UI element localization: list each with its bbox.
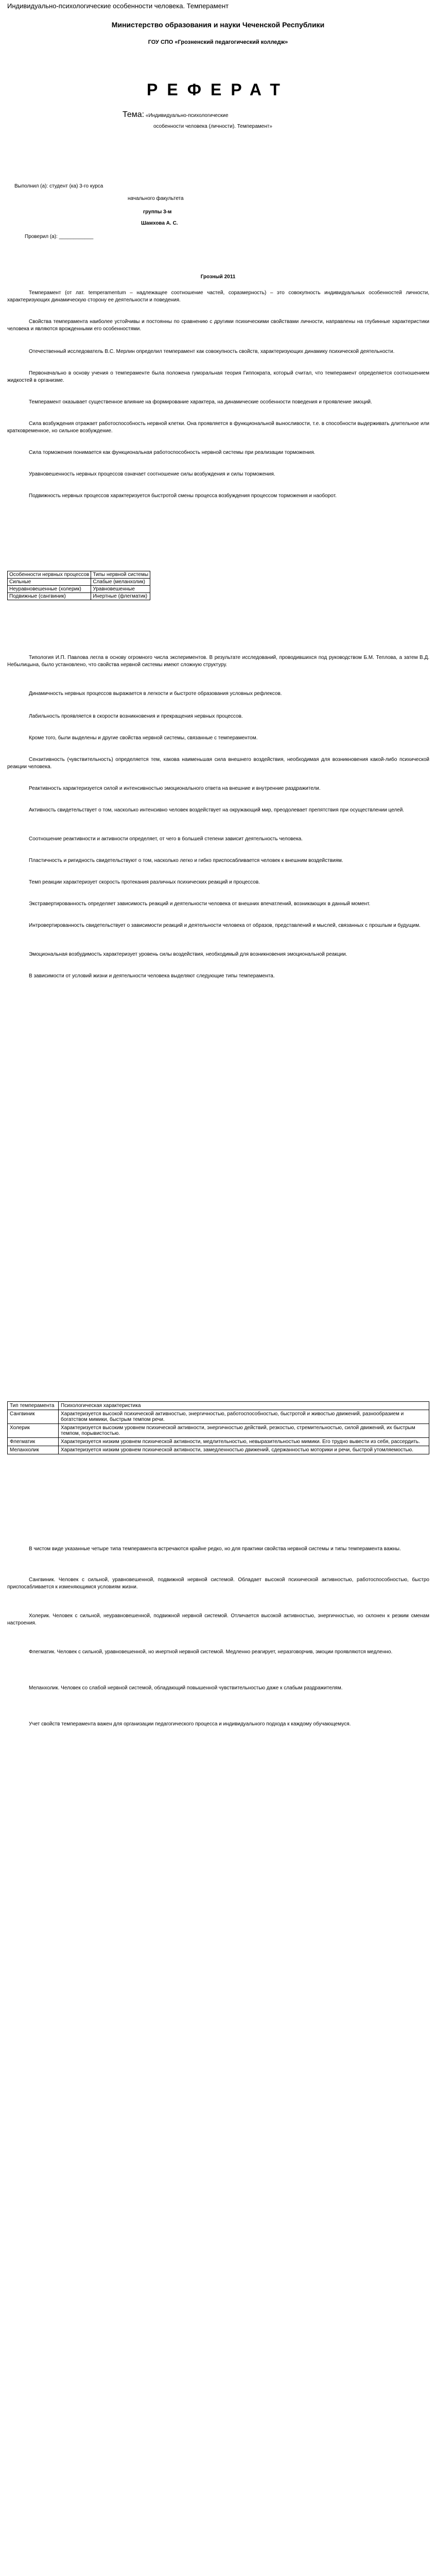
paragraph: Учет свойств темперамента важен для организации педагогического процесса и индивидуального подхода к каждому обучающемуся. [29,1721,351,1727]
paragraph: Темп реакции характеризует скорость протекания различных психических реакций и процессов. [29,879,260,885]
document-title: Индивидуально-психологические особенности человека. Темперамент [7,2,229,10]
table-row [8,1410,429,1424]
table-cell: Характеризуется низким уровнем психической активности, замедленностью движений, сдержанностью моторики и речи, быстрой утомляемостью. [59,1446,429,1454]
paragraph: Лабильность проявляется в скорости возникновения и прекращения нервных процессов. [29,714,243,719]
paragraph: Свойства темперамента наиболее устойчивы и постоянны по сравнению с другими психическими свойствами личности, направлены на глубинные характеристики человека и являются врожденными его особенностями. [7,319,429,332]
paragraph: Отечественный исследователь В.С. Мерлин определил темперамент как совокупность свойств, характеризующих динамику психической деятельности. [29,349,395,354]
table-cell: Холерик [8,1424,59,1438]
paragraph: Сила торможения понимается как функциональная работоспособность нервной системы при реализации торможения. [29,450,316,455]
paragraph: Темперамент (от лат. temperamentum – надлежащее соотношение частей, соразмерность) – это совокупность индивидуальных особенностей личности, характеризующих динамическую сторону ее деятельности и поведения. [7,290,429,303]
paragraph: В чистом виде указанные четыре типа темперамента встречаются крайне редко, но для практики свойства нервной системы и типы темперамента важны. [29,1546,401,1552]
temperament-table [7,1401,429,1454]
paragraph: Типология И.П. Павлова легла в основу огромного числа экспериментов. В результате исследований, проводившихся под руководством Б.М. Теплова, а затем В.Д. Небылицына, было установлено, что свойства нервной системы имеют сложную структуру. [7,655,429,668]
ministry-heading: Министерство образования и науки Чеченской Республики [111,21,325,29]
nervous-system-table [7,571,150,600]
paragraph: Пластичность и ригидность свидетельствуют о том, насколько легко и гибко приспосабливается человек к внешним воздействиям. [29,858,343,863]
table-cell: Неуравновешенные (холерик) [8,586,91,593]
table-cell: Особенности нервных процессов [8,571,91,579]
paragraph: Динамичность нервных процессов выражается в легкости и быстроте образования условных рефлексов. [29,691,282,697]
paragraph: В зависимости от условий жизни и деятельности человека выделяют следующие типы темперамента. [29,973,275,979]
table-cell: Сильные [8,579,91,586]
paragraph: Экстравертированность определяет зависимость реакций и деятельности человека от внешних впечатлений, возникающих в данный момент. [29,901,371,907]
table-cell: Слабые (меланхолик) [91,579,150,586]
tema-value-line2: особенности человека (личности). Темперамент» [153,124,272,129]
table-row [8,593,150,600]
table-cell: Тип темперамента [8,1402,59,1410]
group: группы 3-м [143,209,172,215]
table-cell: Характеризуется низким уровнем психической активности, медлительностью, невыразительностью мимики. Его трудно вывести из себя, рассердить. [59,1438,429,1446]
tema-line [123,110,229,120]
paragraph: Подвижность нервных процессов характеризуется быстротой смены процесса возбуждения процессом торможения и наоборот. [29,493,337,499]
table-row [8,1446,429,1454]
paragraph: Сила возбуждения отражает работоспособность нервной клетки. Она проявляется в функциональной выносливости, т.е. в способности выдерживать длительное или кратковременное, но сильное возбуждение. [7,421,429,434]
paragraph: Интровертированность свидетельствует о зависимости реакций и деятельности человека от образов, представлений и мыслей, связанных с прошлым и будущим. [29,923,421,928]
table-row [8,586,150,593]
paragraph: Соотношение реактивности и активности определяет, от чего в большей степени зависит деятельность человека. [29,836,303,842]
table-cell: Характеризуется высокой психической активностью, энергичностью, работоспособностью, быстротой и живостью движений, разнообразием и богатством мимики, быстрым темпом речи. [59,1410,429,1424]
paragraph: Кроме того, были выделены и другие свойства нервной системы, связанные с темпераментом. [29,735,258,741]
paragraph: Меланхолик. Человек со слабой нервной системой, обладающий повышенной чувствительностью даже к слабым раздражителям. [29,1685,343,1691]
table-row [8,1402,429,1410]
paragraph: Реактивность характеризуется силой и интенсивностью эмоционального ответа на внешние и внутренние раздражители. [29,786,321,791]
table-cell: Флегматик [8,1438,59,1446]
table-cell: Психологическая характеристика [59,1402,429,1410]
paragraph: Флегматик. Человек с сильной, уравновешенной, но инертной нервной системой. Медленно реагирует, неразговорчив, эмоции проявляются медленно. [29,1649,393,1655]
paragraph: Сензитивность (чувствительность) определяется тем, какова наименьшая сила внешнего воздействия, необходимая для возникновения какой-либо психической реакции человека. [7,757,429,770]
paragraph: Уравновешенность нервных процессов означает соотношение силы возбуждения и силы торможения. [29,471,275,477]
tema-value: «Индивидуально-психологические [145,113,229,118]
paragraph: Активность свидетельствует о том, насколько интенсивно человек воздействует на окружающий мир, преодолевает препятствия при осуществлении целей. [29,807,405,813]
paragraph: Эмоциональная возбудимость характеризует уровень силы воздействия, необходимый для возникновения эмоциональной реакции. [29,952,347,957]
table-row [8,579,150,586]
tema-label: Тема: [123,110,145,119]
faculty: начального факультета [128,196,184,201]
table-row [8,1424,429,1438]
paragraph: Сангвиник. Человек с сильной, уравновешенной, подвижной нервной системой. Обладает высокой психической активностью, работоспособностью, быстро приспосабливается к изменяющимся условиям жизни. [7,1577,429,1590]
paragraph: Холерик. Человек с сильной, неуравновешенной, подвижной нервной системой. Отличается высокой активностью, энергичностью, но склонен к резким сменам настроения. [7,1613,429,1626]
paragraph: Первоначально в основу учения о темпераменте была положена гуморальная теория Гиппократа, который считал, что темперамент определяется соотношением жидкостей в организме. [7,370,429,383]
city-year: Грозный 2011 [200,274,236,280]
table-cell: Подвижные (сангвиник) [8,593,91,600]
paragraph: Темперамент оказывает существенное влияние на формирование характера, на динамические особенности поведения и проявление эмоций. [29,399,372,405]
student-name: Шамхова А. С. [141,221,178,226]
table-cell: Сангвиник [8,1410,59,1424]
table-cell: Уравновешенные [91,586,150,593]
checked-by: Проверил (а): ____________ [25,234,94,240]
table-cell: Характеризуется высоким уровнем психической активности, энергичностью действий, резкостью, стремительностью, силой движений, их быстрым темпом, порывистостью. [59,1424,429,1438]
done-by: Выполнил (а): студент (ка) 3-го курса [14,183,103,189]
table-cell: Меланхолик [8,1446,59,1454]
referat-heading: РЕФЕРАТ [147,80,289,99]
table-cell: Типы нервной системы [91,571,150,579]
table-row [8,571,150,579]
table-cell: Инертные (флегматик) [91,593,150,600]
table-row [8,1438,429,1446]
college-name: ГОУ СПО «Грозненский педагогический колледж» [148,39,288,45]
